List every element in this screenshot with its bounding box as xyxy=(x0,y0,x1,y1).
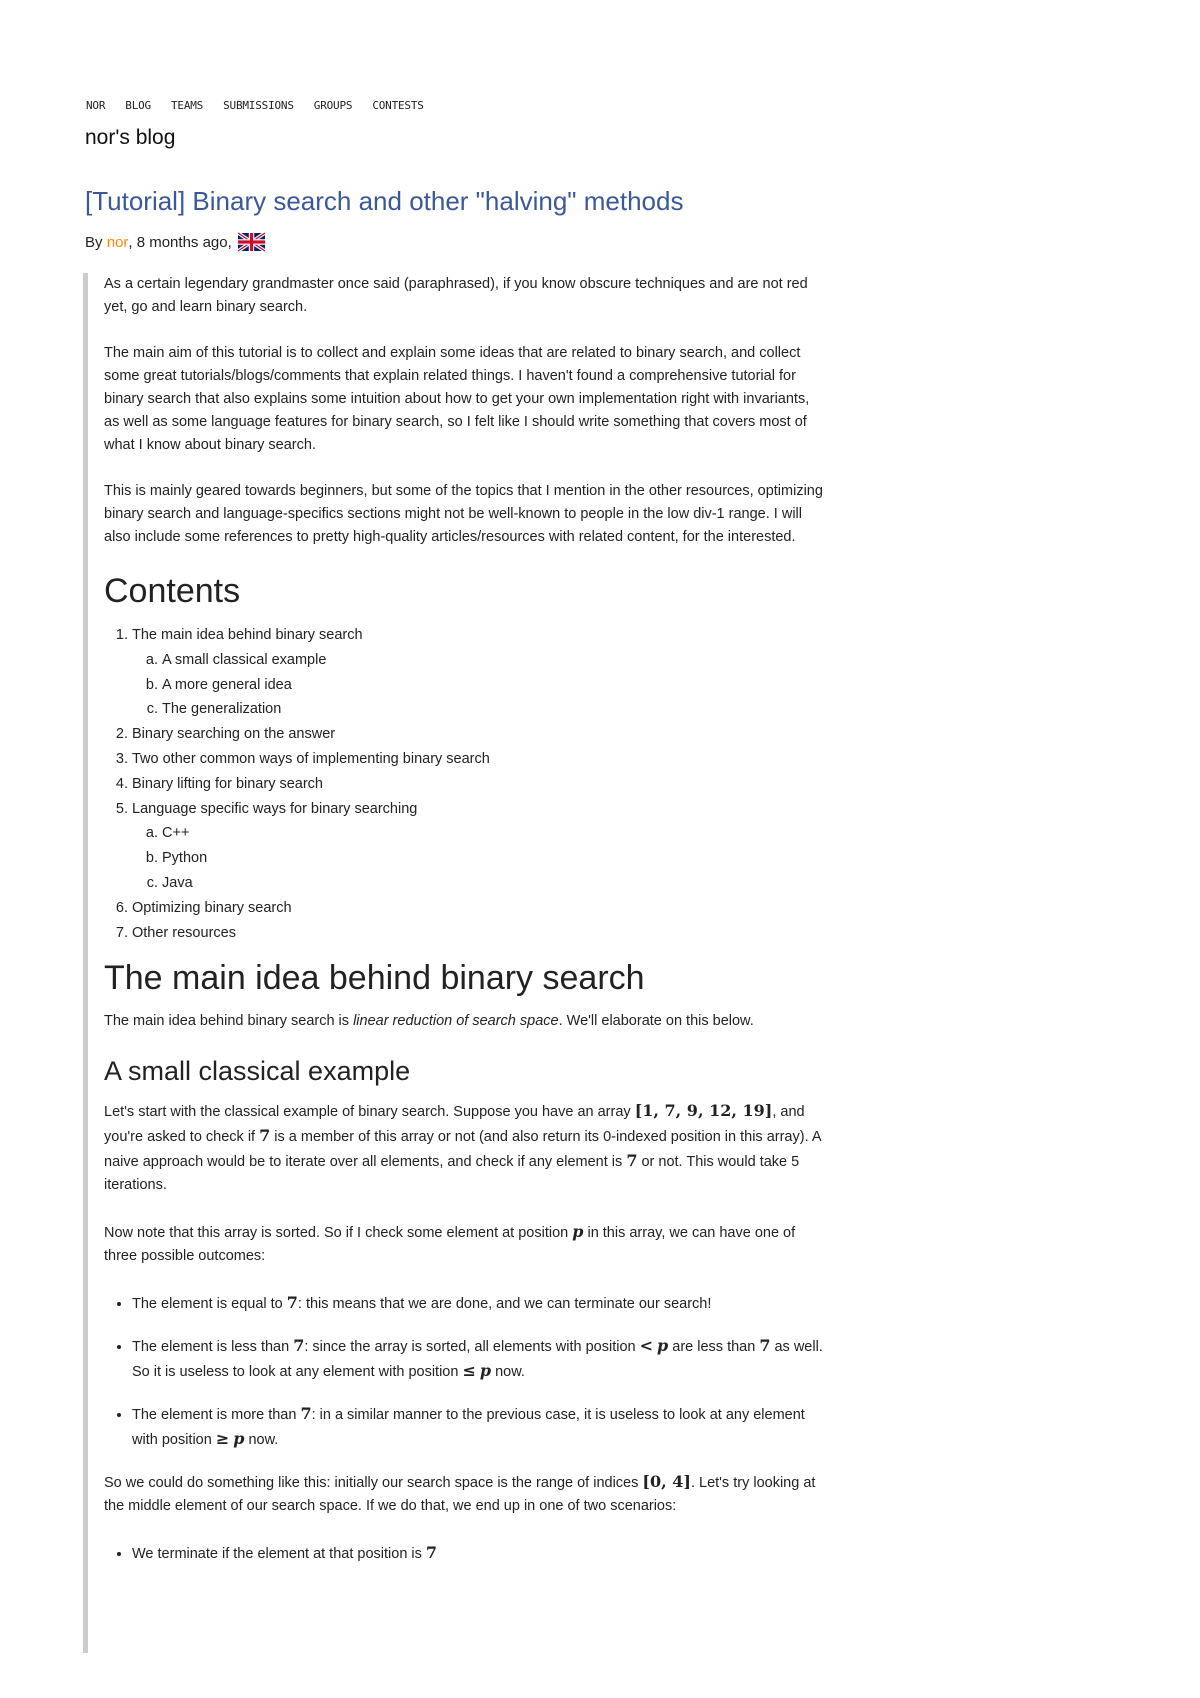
by-label: By xyxy=(85,233,103,251)
text-span: in this array, we can have one of three possible outcomes: xyxy=(104,1225,796,1265)
scenarios-list xyxy=(104,1541,823,1566)
toc-link-generalization[interactable]: The generalization xyxy=(162,701,282,718)
nav-teams[interactable]: TEAMS xyxy=(170,99,204,112)
text-span: Now note that this array is sorted. So if I check some element at position xyxy=(104,1225,573,1242)
outcomes-list xyxy=(104,1291,823,1452)
toc-item xyxy=(132,623,823,722)
toc-subitem xyxy=(162,821,823,846)
toc-link-language[interactable]: Language specific ways for binary searching xyxy=(132,800,418,817)
uk-flag-icon xyxy=(238,232,265,252)
list-item xyxy=(132,1291,823,1316)
math-seven: 7 xyxy=(259,1126,271,1146)
toc-subitem xyxy=(162,648,823,673)
math-le: ≤ xyxy=(462,1361,476,1381)
toc-link-main-idea[interactable]: The main idea behind binary search xyxy=(132,627,363,643)
toc-item xyxy=(132,921,823,946)
text-span: : in a similar manner to the previous case, it is useless to look at any element with position xyxy=(132,1407,805,1449)
contents-heading: Contents xyxy=(104,572,241,610)
nav-blog[interactable]: BLOG xyxy=(125,99,151,112)
text-span: or not. This would take 5 iterations. xyxy=(104,1154,800,1194)
toc-link-other-ways[interactable]: Two other common ways of implementing binary search xyxy=(132,750,490,767)
toc-item xyxy=(132,797,823,896)
toc-item xyxy=(132,747,823,772)
math-lt: < xyxy=(639,1336,654,1356)
nav-groups[interactable]: GROUPS xyxy=(313,99,353,112)
math-p: p xyxy=(479,1361,492,1381)
nav-submissions[interactable]: SUBMISSIONS xyxy=(223,99,294,112)
table-of-contents xyxy=(104,623,823,945)
post-content xyxy=(83,273,823,1653)
text-span: : since the array is sorted, all elements with position xyxy=(304,1339,640,1356)
uk-flag-svg xyxy=(238,232,265,252)
post-title[interactable]: [Tutorial] Binary search and other "halving" methods xyxy=(85,186,684,216)
math-seven: 7 xyxy=(425,1543,438,1563)
toc-link-python[interactable]: Python xyxy=(162,850,208,867)
section-main-idea-heading: The main idea behind binary search xyxy=(104,959,645,998)
intro-paragraph-3: This is mainly geared towards beginners, but some of the topics that I mention in the other resources, optimizing binary search and language-specifics sections might not be well-known to people in the low div-1 range. I will also include some references to pretty high-quality articles/resources with related content, for the interested. xyxy=(104,483,823,545)
toc-item xyxy=(132,772,823,797)
toc-subitem xyxy=(162,697,823,722)
math-seven: 7 xyxy=(759,1336,771,1356)
post-time: , 8 months ago, xyxy=(128,233,232,251)
text-span: now. xyxy=(244,1432,279,1449)
toc-link-java[interactable]: Java xyxy=(162,874,193,891)
math-ge: ≥ xyxy=(215,1429,230,1449)
text-span: The element is more than xyxy=(132,1407,301,1424)
section-small-example-heading: A small classical example xyxy=(104,1056,411,1087)
math-p: p xyxy=(572,1222,584,1242)
text-span: We terminate if the element at that position is xyxy=(132,1546,426,1563)
text-span: are less than xyxy=(668,1339,760,1356)
math-p: p xyxy=(233,1429,245,1449)
toc-link-cpp[interactable]: C++ xyxy=(162,825,190,842)
example-paragraph-2 xyxy=(104,1220,823,1268)
text-span: . Let's try looking at the middle element of our search space. If we do that, we end up in one of two scenarios: xyxy=(104,1475,816,1515)
text-span: So we could do something like this: initially our search space is the range of indices xyxy=(104,1475,643,1492)
toc-item xyxy=(132,896,823,921)
text-span: Let's start with the classical example of binary search. Suppose you have an array xyxy=(104,1104,635,1121)
intro-paragraph-2: The main aim of this tutorial is to collect and explain some ideas that are related to binary search, and collect some great tutorials/blogs/comments that explain related things. I haven't found a comprehensive tutorial for binary search that also explains some intuition about how to get your own implementation right with invariants, as well as some language features for binary search, so I felt like I should write something that covers most of what I know about binary search. xyxy=(104,345,810,453)
toc-subitem xyxy=(162,871,823,896)
toc-link-small-example[interactable]: A small classical example xyxy=(162,651,327,668)
math-p: p xyxy=(657,1336,669,1356)
top-nav xyxy=(86,99,444,112)
text-span: The element is equal to xyxy=(132,1296,287,1313)
nav-nor[interactable]: NOR xyxy=(86,99,106,112)
text-span: as well. So it is useless to look at any element with position xyxy=(132,1339,823,1381)
toc-link-answer[interactable]: Binary searching on the answer xyxy=(132,726,336,743)
text-span: The main idea behind binary search is xyxy=(104,1013,354,1030)
math-seven: 7 xyxy=(286,1293,298,1313)
math-array: [1, 7, 9, 12, 19] xyxy=(634,1101,773,1121)
text-span: is a member of this array or not (and also return its 0-indexed position in this array). A naive approach would be to iterate over all elements, and check if any element is xyxy=(104,1129,821,1171)
list-item xyxy=(132,1541,823,1566)
toc-link-optimizing[interactable]: Optimizing binary search xyxy=(132,899,292,916)
math-range: [0, 4] xyxy=(642,1472,691,1492)
toc-subitem xyxy=(162,846,823,871)
text-span: . We'll elaborate on this below. xyxy=(558,1013,754,1030)
intro-paragraph-1: As a certain legendary grandmaster once said (paraphrased), if you know obscure techniques and are not red yet, go and learn binary search. xyxy=(104,276,808,315)
list-item xyxy=(132,1402,823,1452)
main-idea-paragraph xyxy=(104,1010,823,1033)
list-item xyxy=(132,1334,823,1384)
math-seven: 7 xyxy=(300,1404,312,1424)
toc-link-binary-lifting[interactable]: Binary lifting for binary search xyxy=(132,775,323,792)
post-meta xyxy=(85,232,265,252)
author-link[interactable]: nor xyxy=(106,233,129,251)
example-paragraph-3 xyxy=(104,1470,823,1518)
blog-title: nor's blog xyxy=(85,126,176,149)
text-span: The element is less than xyxy=(132,1339,294,1356)
text-span: now. xyxy=(491,1364,525,1381)
text-span: , and you're asked to check if xyxy=(104,1104,805,1146)
example-paragraph-1 xyxy=(104,1099,823,1197)
nav-contests[interactable]: CONTESTS xyxy=(372,99,424,112)
math-seven: 7 xyxy=(626,1151,638,1171)
toc-link-resources[interactable]: Other resources xyxy=(132,924,236,941)
toc-item xyxy=(132,722,823,747)
toc-link-general-idea[interactable]: A more general idea xyxy=(162,676,292,693)
math-seven: 7 xyxy=(293,1336,305,1356)
emphasis-text: linear reduction of search space xyxy=(353,1013,559,1030)
toc-subitem xyxy=(162,673,823,698)
text-span: : this means that we are done, and we can terminate our search! xyxy=(297,1296,712,1313)
